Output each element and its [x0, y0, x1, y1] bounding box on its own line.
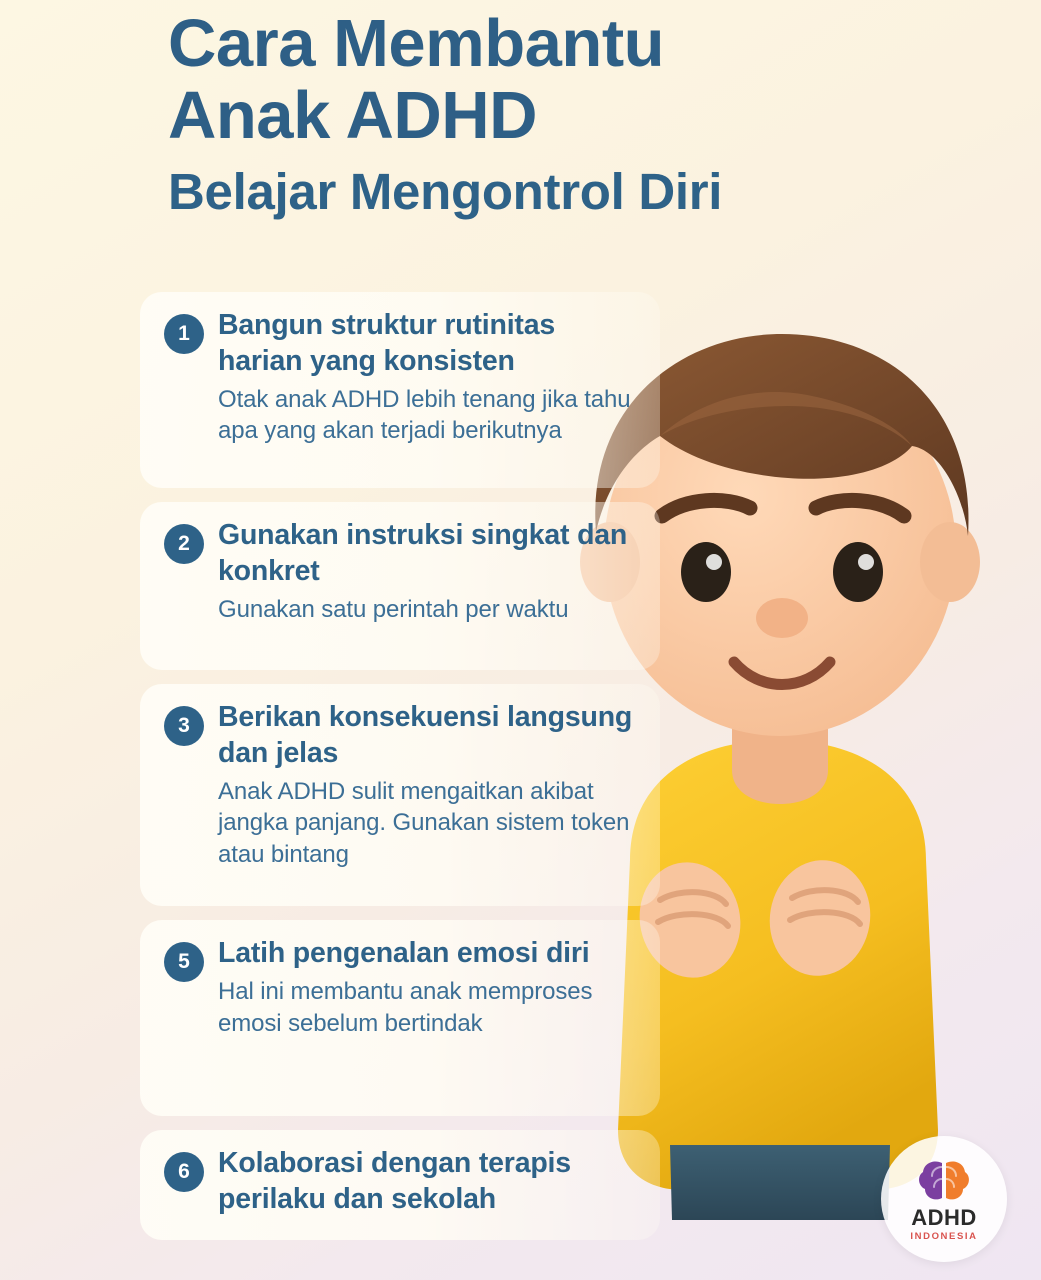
step-number-badge: 6 — [164, 1152, 204, 1192]
step-number-badge: 1 — [164, 314, 204, 354]
title-line-1: Cara Membantu — [168, 6, 665, 81]
step-title: Gunakan instruksi singkat dan konkret — [218, 519, 628, 587]
step-item — [140, 292, 660, 488]
step-item — [140, 920, 660, 1116]
title-line-3: Belajar Mengontrol Diri — [168, 162, 723, 220]
step-description: Anak ADHD sulit mengaitkan akibat jangka panjang. Gunakan sistem token atau bintang — [218, 777, 630, 869]
step-number-badge: 5 — [164, 942, 204, 982]
step-description: Hal ini membantu anak memproses emosi sebelum bertindak — [218, 977, 593, 1037]
step-title: Kolaborasi dengan terapis perilaku dan sekolah — [218, 1147, 571, 1215]
brain-icon — [916, 1157, 972, 1205]
step-title: Berikan konsekuensi langsung dan jelas — [218, 701, 633, 769]
step-item — [140, 1130, 660, 1240]
logo-sub-text: INDONESIA — [910, 1230, 978, 1242]
step-description: Gunakan satu perintah per waktu — [218, 595, 569, 623]
step-item — [140, 684, 660, 906]
step-title: Latih pengenalan emosi diri — [218, 937, 590, 969]
title-line-2: Anak ADHD — [168, 78, 538, 154]
step-number-badge: 2 — [164, 524, 204, 564]
page-title — [168, 8, 968, 225]
step-description: Otak anak ADHD lebih tenang jika tahu apa yang akan terjadi berikutnya — [218, 385, 631, 445]
logo-main-text: ADHD — [911, 1204, 977, 1230]
step-item — [140, 502, 660, 670]
step-title: Bangun struktur rutinitas harian yang konsisten — [218, 309, 556, 377]
steps-list — [140, 292, 660, 1254]
logo-badge — [881, 1136, 1007, 1262]
step-number-badge: 3 — [164, 706, 204, 746]
